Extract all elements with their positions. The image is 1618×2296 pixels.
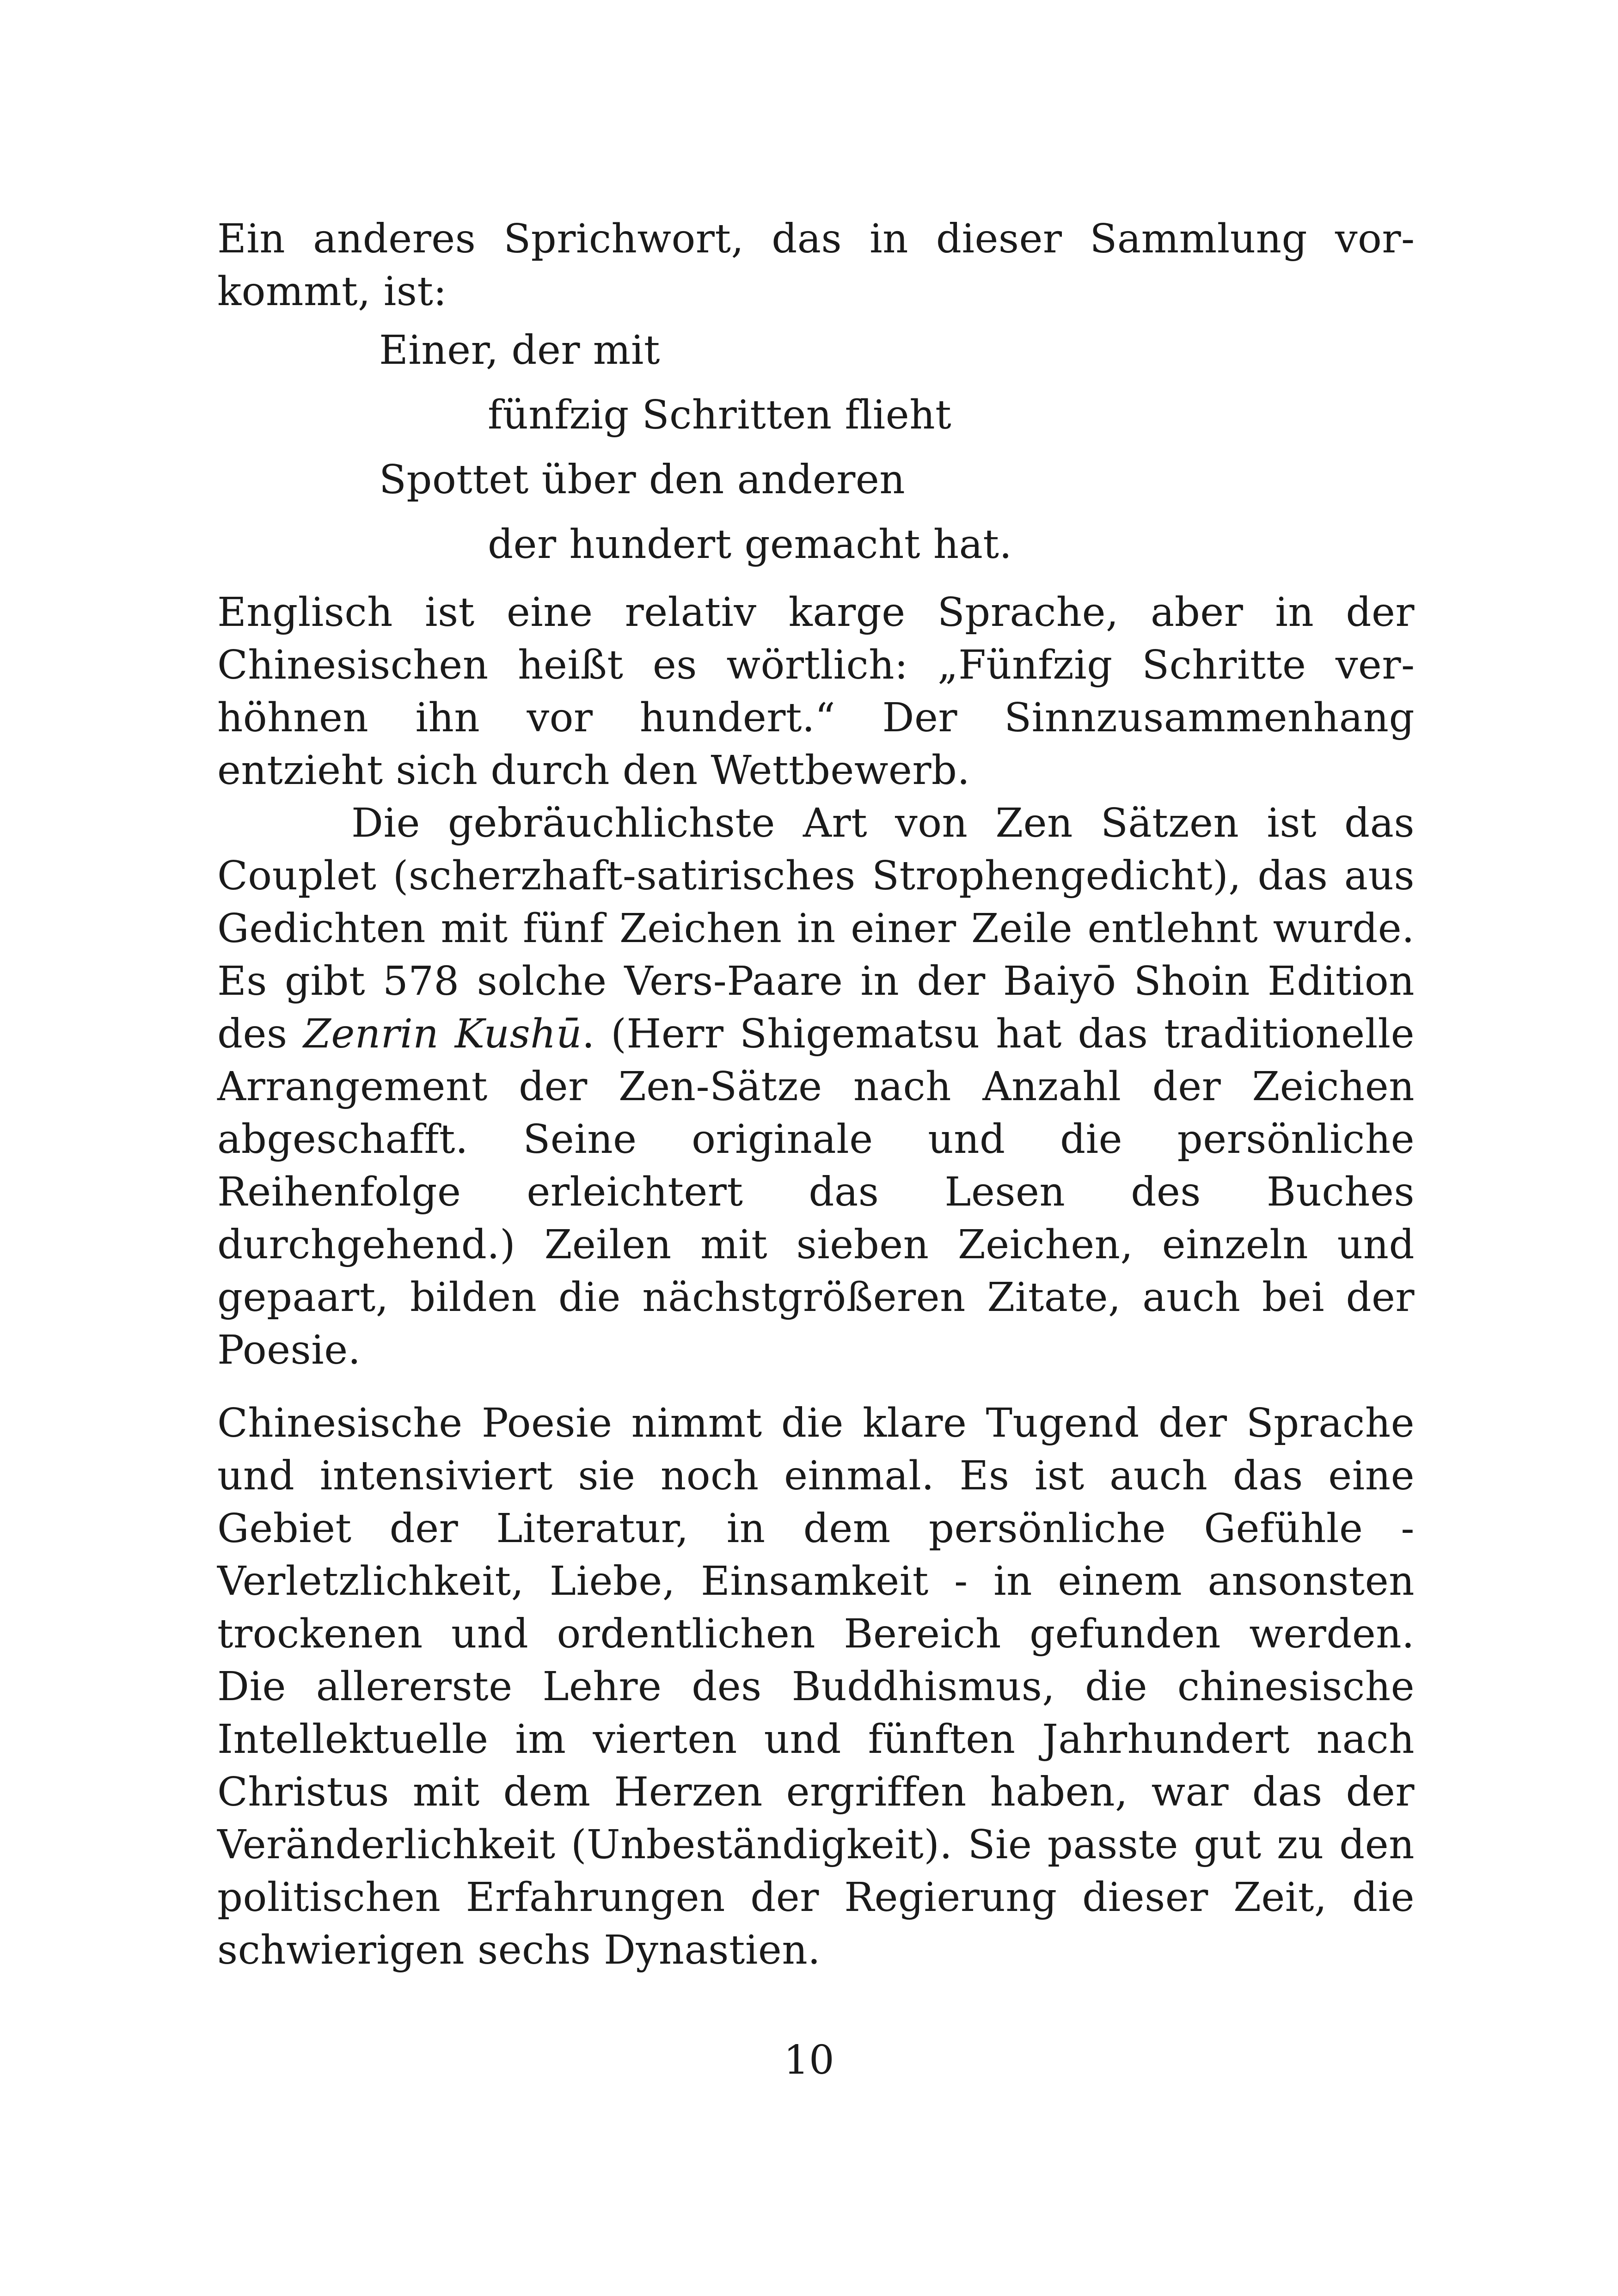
couplet-text-end: . (Herr Shigematsu hat das traditionelle Arrangement der Zen-Sätze nach Anzahl der Zeichen abgeschafft. Seine originale und die persönliche Reihenfolge erleichtert das Lesen des Buches durchgehend.) Zeilen mit sieben Zeichen, einzeln und gepaart, bilden die nächstgrößeren Zitate, auch bei der Poesie. <box>217 1011 1415 1373</box>
poem-line: Einer, der mit <box>379 327 660 373</box>
paragraph-couplet <box>217 797 1415 1377</box>
poem-line: Spottet über den anderen <box>379 457 906 503</box>
poem-line: fünfzig Schritten flieht <box>488 392 952 438</box>
paragraph-english-chinese: Englisch ist eine relativ karge Sprache, aber in der Chinesischen heißt es wörtlich: „Fünfzig Schritte verhöhnen ihn vor hundert.“ Der Sinnzusammenhang entzieht sich durch den Wettbewerb. <box>217 589 1415 794</box>
book-title: Zenrin Kushū <box>303 1011 582 1057</box>
poem-line: der hundert gemacht hat. <box>488 521 1012 568</box>
couplet-text-start: Die gebräuchlichste Art von Zen Sätzen ist das Couplet (scherzhaft-satirisches Strophengedicht), das aus Gedichten mit fünf Zeichen in einer Zeile entlehnt wurde. Es gibt 578 solche Vers-Paare in der Baiyō Shoin Edition des <box>217 800 1415 1057</box>
paragraph-chinese-poetry: Chinesische Poesie nimmt die klare Tugend der Sprache und intensiviert sie noch einmal. Es ist auch das eine Gebiet der Literatur, in dem persönliche Gefühle - Verletzlichkeit, Liebe, Einsamkeit - in einem ansonsten trockenen und ordentlichen Bereich gefunden werden. Die allererste Lehre des Buddhismus, die chinesische Intellektuelle im vierten und fünften Jahrhundert nach Christus mit dem Herzen ergriffen haben, war das der Veränderlichkeit (Unbeständigkeit). Sie passte gut zu den politischen Erfahrungen der Regierung dieser Zeit, die schwierigen sechs Dynastien. <box>217 1400 1415 1973</box>
page-body <box>217 213 1415 1977</box>
page-number: 10 <box>784 2037 834 2083</box>
proverb-poem <box>217 318 1415 577</box>
intro-paragraph: Ein anderes Sprichwort, das in dieser Sammlung vorkommt, ist: <box>217 216 1415 315</box>
